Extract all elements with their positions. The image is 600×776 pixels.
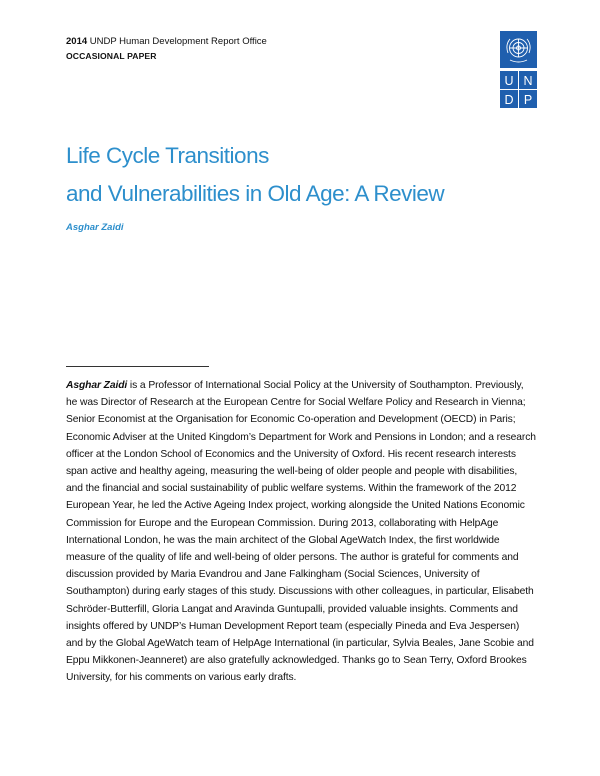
logo-letter-u: U <box>504 74 514 88</box>
logo-letter-n: N <box>523 74 533 88</box>
author-name: Asghar Zaidi <box>66 222 124 233</box>
title-line-1: Life Cycle Transitions <box>66 143 269 168</box>
report-office-line <box>66 34 267 49</box>
title-line-2: and Vulnerabilities in Old Age: A Review <box>66 181 445 206</box>
bio-author-name: Asghar Zaidi <box>66 380 128 391</box>
document-header <box>66 34 267 64</box>
report-office: UNDP Human Development Report Office <box>87 36 267 47</box>
paper-type: OCCASIONAL PAPER <box>66 51 157 61</box>
logo-letter-d: D <box>504 93 514 107</box>
undp-logo <box>500 31 537 108</box>
report-year: 2014 <box>66 36 88 47</box>
footnote-divider <box>66 366 209 367</box>
author-bio <box>66 377 536 687</box>
bio-text: is a Professor of International Social Policy at the University of Southampton. Previously, he was Director of Research at the European Centre for Social Welfare Policy and Research in Vienna; Senior Economist at the Organisation for Economic Co-operation and Development (OECD) in Paris; Economic Adviser at the United Kingdom’s Department for Work and Pensions in London; and a research officer at the London School of Economics and the University of Oxford. His recent research interests span active and healthy ageing, measuring the well-being of older people and people with disabilities, and the financial and social sustainability of public welfare systems. Within the framework of the 2012 European Year, he led the Active Ageing Index project, working alongside the United Nations Economic Commission for Europe and the European Commission. During 2013, collaborating with HelpAge International London, he was the main architect of the Global AgeWatch Index, the first worldwide measure of the quality of life and well-being of older persons. The author is grateful for comments and discussion provided by Maria Evandrou and Jane Falkingham (Social Sciences, University of Southampton) during early stages of this study. Discussions with other colleagues, in particular, Elisabeth Schröder-Butterfill, Gloria Langat and Aravinda Guntupalli, provided valuable insights. Comments and insights offered by UNDP’s Human Development Report team (especially Pineda and Eva Jespersen) and by the Global AgeWatch team of HelpAge International (in particular, Sylvia Beales, Jane Scobie and Eppu Mikkonen-Jeanneret) are also gratefully acknowledged. Thanks go to Sean Terry, Oxford Brookes University, for his comments on various early drafts. <box>66 380 536 684</box>
paper-title <box>66 137 444 213</box>
logo-letter-p: P <box>523 93 533 107</box>
